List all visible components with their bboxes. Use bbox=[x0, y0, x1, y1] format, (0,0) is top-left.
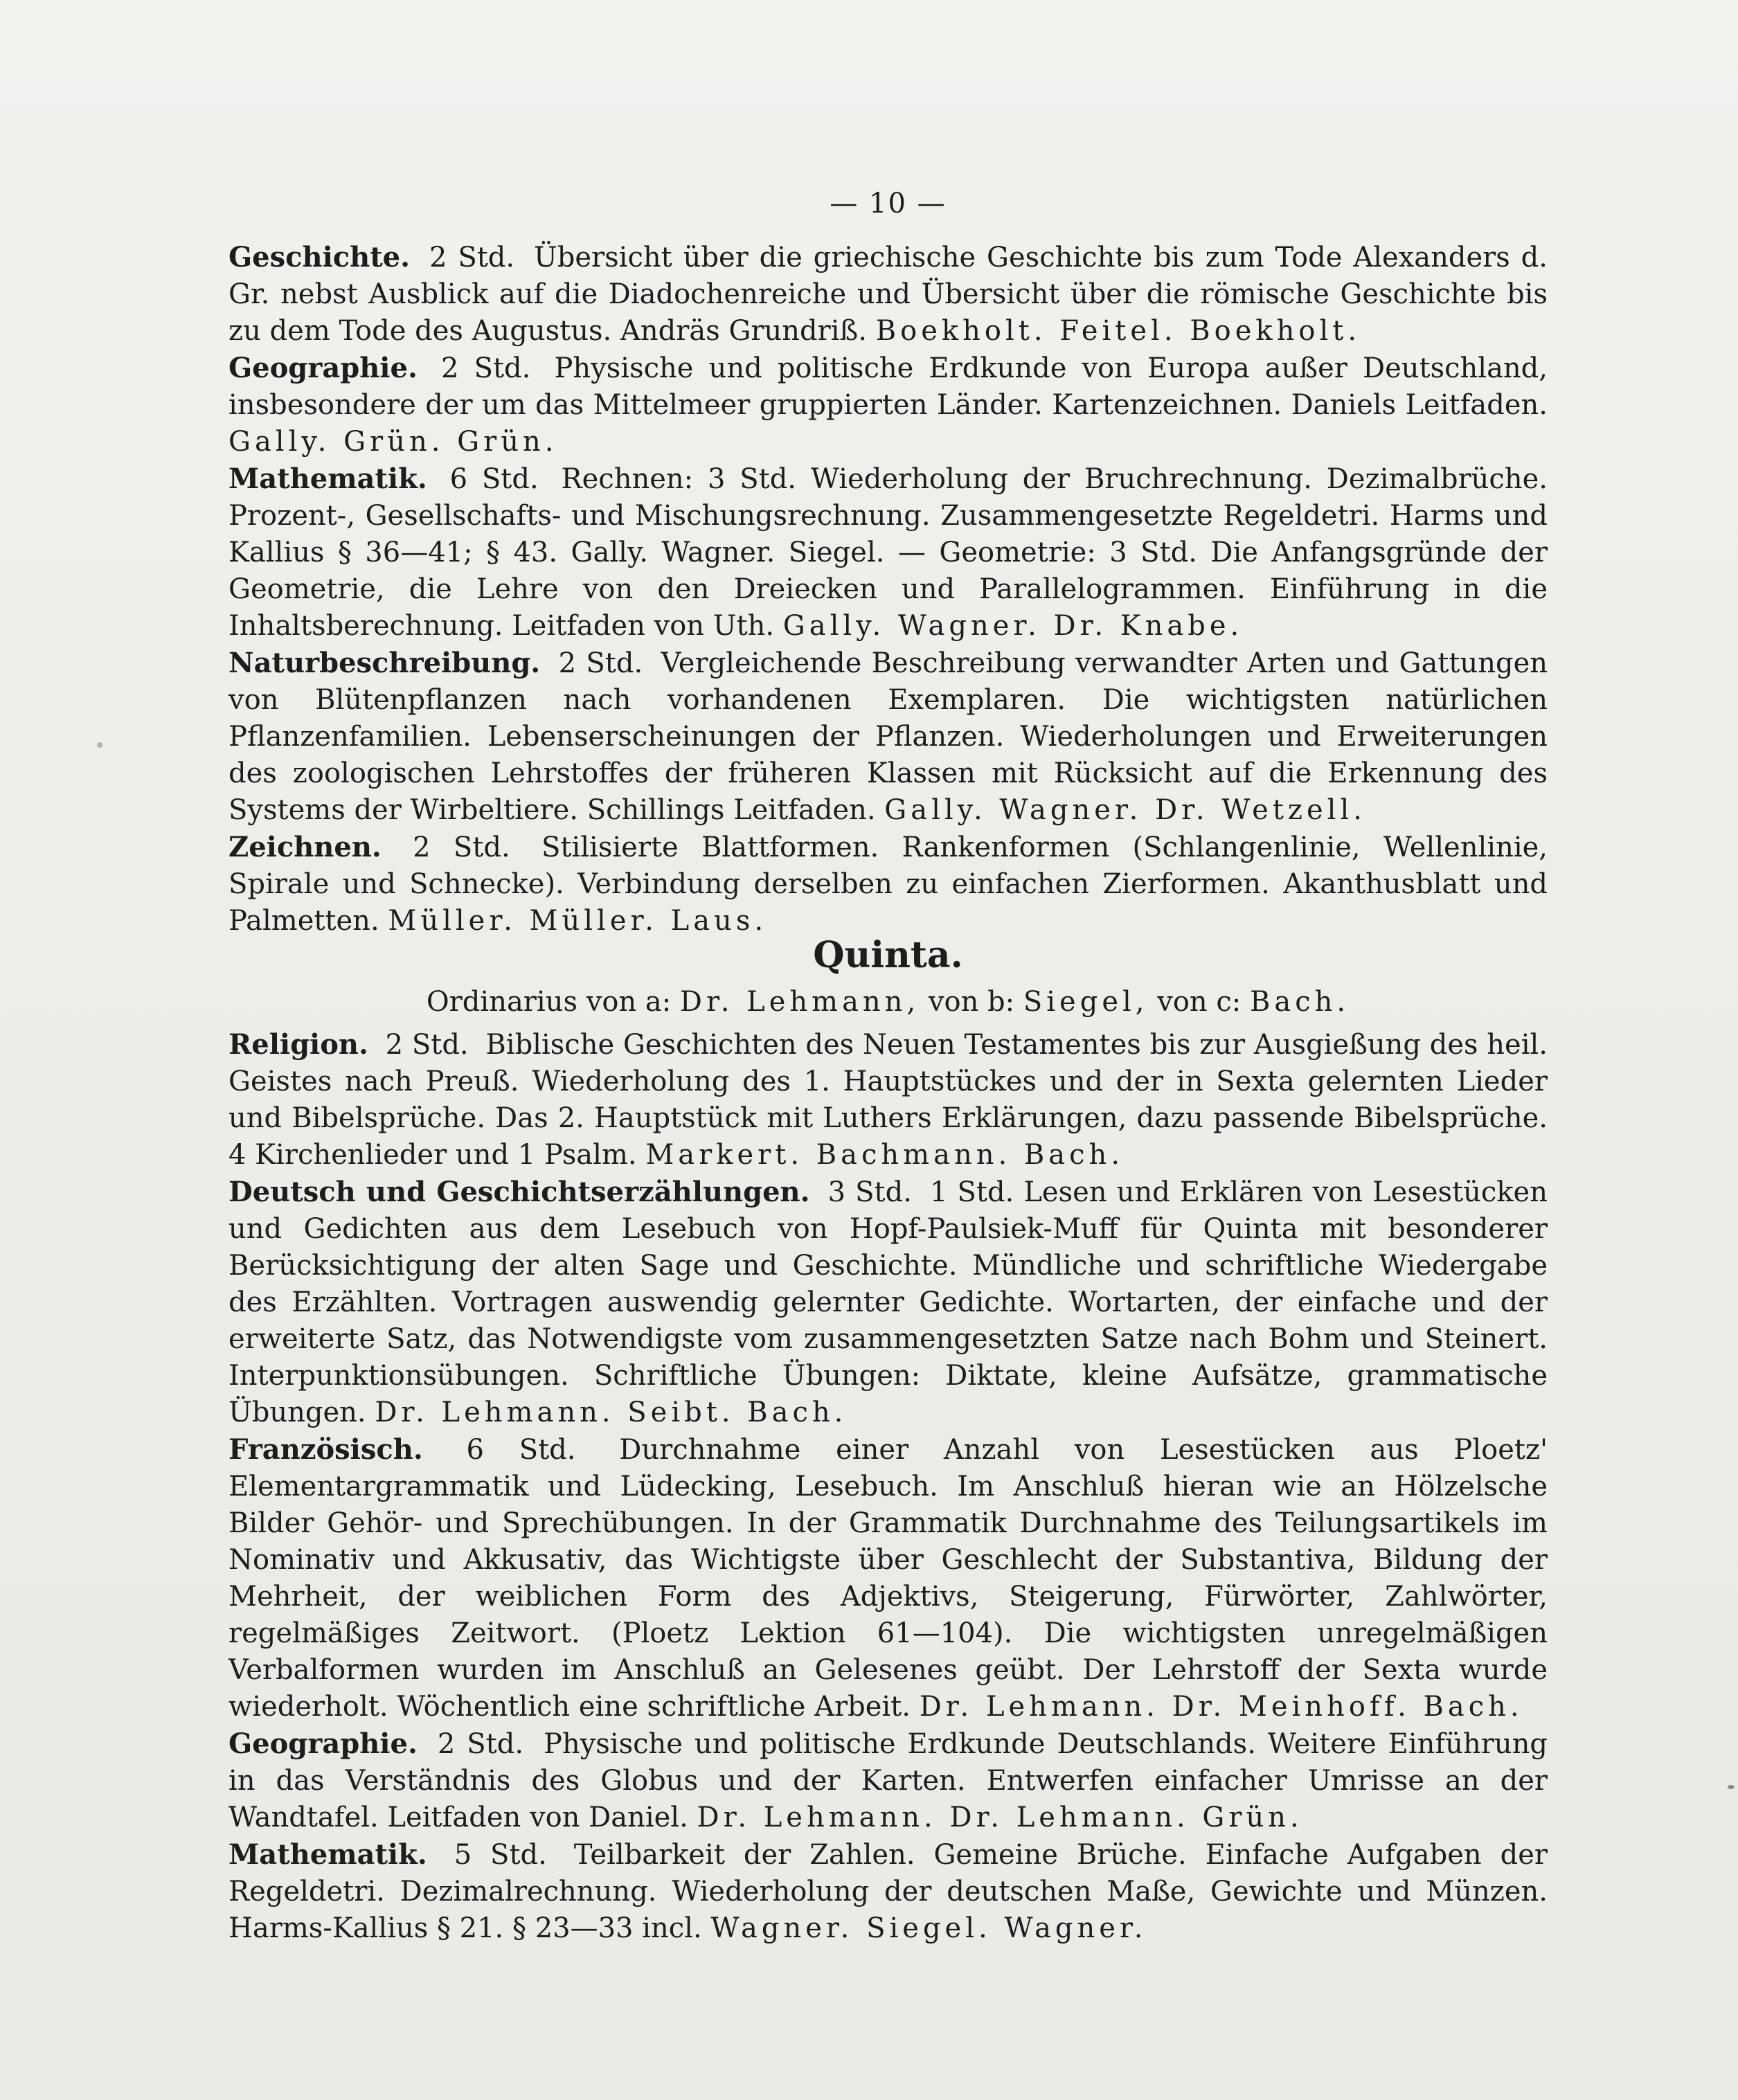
subject-title: Französisch. bbox=[229, 1433, 423, 1466]
ordinarius-label-b: von b: bbox=[928, 986, 1015, 1018]
subject-title: Deutsch und Geschichtserzählungen. bbox=[229, 1176, 810, 1208]
section-franzoesisch bbox=[229, 1431, 1548, 1725]
hours: 3 Std. bbox=[827, 1176, 912, 1208]
hours: 2 Std. bbox=[441, 352, 531, 384]
hours: 2 Std. bbox=[385, 1029, 469, 1061]
hours: 6 Std. bbox=[449, 463, 539, 495]
hours: 5 Std. bbox=[454, 1839, 547, 1871]
section-text: Physische und politische Erdkunde von Europa außer Deutschland, insbesondere der um das Mittelmeer gruppierten Länder. Kartenzeichnen. Daniels Leitfaden. bbox=[229, 352, 1548, 421]
subject-title: Mathematik. bbox=[229, 1838, 427, 1871]
section-text: Biblische Geschichten des Neuen Testamentes bis zur Ausgießung des heil. Geistes nach Preuß. Wiederholung des 1. Hauptstückes und der in Sexta gelernten Lieder und Bibelsprüche. Das 2. Hauptstück mit Luthers Erklärungen, dazu passende Bibelsprüche. 4 Kirchenlieder und 1 Psalm. bbox=[229, 1029, 1548, 1171]
teachers: Boekholt. Feitel. Boekholt. bbox=[875, 315, 1361, 347]
scan-speck bbox=[97, 742, 102, 748]
section-geographie-quinta bbox=[229, 1725, 1548, 1836]
sexta-continuation-block bbox=[229, 239, 1548, 940]
subject-title: Geographie. bbox=[229, 352, 418, 384]
section-text: Übersicht über die griechische Geschichte bis zum Tode Alexanders d. Gr. nebst Ausblick auf die Diadochenreiche und Übersicht über die römische Geschichte bis zu dem Tode des Augustus. Andräs Grundriß. bbox=[229, 242, 1548, 347]
teachers: Gally. Grün. Grün. bbox=[229, 426, 558, 458]
section-text: Physische und politische Erdkunde Deutschlands. Weitere Einführung in das Verständnis des Globus und der Karten. Entwerfen einfacher Umrisse an der Wandtafel. Leitfaden von Daniel. bbox=[229, 1728, 1548, 1833]
scan-speck bbox=[1728, 1785, 1735, 1789]
hours: 2 Std. bbox=[429, 242, 515, 273]
teachers: Müller. Müller. Laus. bbox=[388, 905, 768, 937]
teachers: Wagner. Siegel. Wagner. bbox=[710, 1912, 1147, 1944]
ordinarius-line bbox=[229, 984, 1548, 1021]
subject-title: Religion. bbox=[229, 1028, 368, 1061]
subject-title: Geschichte. bbox=[229, 241, 411, 273]
section-text: Rechnen: 3 Std. Wiederholung der Bruchrechnung. Dezimalbrüche. Prozent-, Gesellschafts- und Mischungsrechnung. Zusammengesetzte Regeldetri. Harms und Kallius § 36—41; § 43. Gally. Wagner. Siegel. — Geometrie: 3 Std. Die Anfangsgründe der Geometrie, die Lehre von den Dreiecken und Parallelogrammen. Einführung in die Inhaltsberechnung. Leitfaden von Uth. bbox=[229, 463, 1548, 642]
section-geschichte bbox=[229, 239, 1548, 350]
section-text: Vergleichende Beschreibung verwandter Arten und Gattungen von Blütenpflanzen nach vorhandenen Exemplaren. Die wichtigsten natürlichen Pflanzenfamilien. Lebenserscheinungen der Pflanzen. Wiederholungen und Erweiterungen des zoologischen Lehrstoffes der früheren Klassen mit Rücksicht auf die Erkennung des Systems der Wirbeltiere. Schillings Leitfaden. bbox=[229, 647, 1548, 826]
page-number: — 10 — bbox=[830, 188, 947, 219]
subject-title: Geographie. bbox=[229, 1727, 418, 1760]
subject-title: Mathematik. bbox=[229, 463, 427, 495]
ordinarius-name-b: Siegel, bbox=[1023, 986, 1149, 1018]
section-religion bbox=[229, 1026, 1548, 1174]
teachers: Gally. Wagner. Dr. Wetzell. bbox=[884, 794, 1366, 826]
subject-title: Zeichnen. bbox=[229, 831, 382, 863]
section-geographie bbox=[229, 350, 1548, 460]
teachers: Gally. Wagner. Dr. Knabe. bbox=[782, 610, 1244, 642]
section-text: Stilisierte Blattformen. Rankenformen (Schlangenlinie, Wellenlinie, Spirale und Schnecke). Verbindung derselben zu einfachen Zierformen. Akanthusblatt und Palmetten. bbox=[229, 832, 1548, 937]
hours: 2 Std. bbox=[558, 647, 643, 679]
ordinarius-label-c: von c: bbox=[1157, 986, 1242, 1018]
ordinarius-label-a: Ordinarius von a: bbox=[426, 986, 672, 1018]
class-heading: Quinta. bbox=[813, 934, 963, 976]
ordinarius-name-a: Dr. Lehmann, bbox=[679, 986, 920, 1018]
section-text: Durchnahme einer Anzahl von Lesestücken aus Ploetz' Elementargrammatik und Lüdecking, Lesebuch. Im Anschluß hieran wie an Hölzelsche Bilder Gehör- und Sprechübungen. In der Grammatik Durchnahme des Teilungsartikels im Nominativ und Akkusativ, das Wichtigste über Geschlecht der Substantiva, Bildung der Mehrheit, der weiblichen Form des Adjektivs, Steigerung, Fürwörter, Zahlwörter, regelmäßiges Zeitwort. (Ploetz Lektion 61—104). Die wichtigsten unregelmäßigen Verbalformen wurden im Anschluß an Gelesenes geübt. Der Lehrstoff der Sexta wurde wiederholt. Wöchentlich eine schriftliche Arbeit. bbox=[229, 1434, 1548, 1723]
section-zeichnen bbox=[229, 829, 1548, 940]
quinta-block bbox=[229, 931, 1548, 1947]
hours: 2 Std. bbox=[413, 832, 510, 863]
section-text: 1 Std. Lesen und Erklären von Lesestücken und Gedichten aus dem Lesebuch von Hopf-Paulsiek-Muff für Quinta mit besonderer Berücksichtigung der alten Sage und Geschichte. Mündliche und schriftliche Wiedergabe des Erzählten. Vortragen auswendig gelernter Gedichte. Wortarten, der einfache und der erweiterte Satz, das Notwendigste vom zusammengesetzten Satze nach Bohm und Steinert. Interpunktionsübungen. Schriftliche Übungen: Diktate, kleine Aufsätze, grammatische Übungen. bbox=[229, 1176, 1548, 1428]
hours: 6 Std. bbox=[466, 1434, 576, 1466]
section-naturbeschreibung bbox=[229, 645, 1548, 829]
teachers: Dr. Lehmann. Dr. Meinhoff. Bach. bbox=[919, 1691, 1523, 1723]
ordinarius-name-c: Bach. bbox=[1250, 986, 1350, 1018]
section-text: Teilbarkeit der Zahlen. Gemeine Brüche. Einfache Aufgaben der Regeldetri. Dezimalrechnung. Wiederholung der deutschen Maße, Gewichte und Münzen. Harms-Kallius § 21. § 23—33 incl. bbox=[229, 1839, 1548, 1944]
teachers: Dr. Lehmann. Seibt. Bach. bbox=[375, 1397, 848, 1428]
hours: 2 Std. bbox=[437, 1728, 524, 1760]
section-mathematik bbox=[229, 460, 1548, 645]
teachers: Markert. Bachmann. Bach. bbox=[645, 1139, 1125, 1171]
section-mathematik-quinta bbox=[229, 1836, 1548, 1947]
teachers: Dr. Lehmann. Dr. Lehmann. Grün. bbox=[697, 1802, 1303, 1833]
subject-title: Naturbeschreibung. bbox=[229, 647, 541, 679]
section-deutsch bbox=[229, 1174, 1548, 1431]
